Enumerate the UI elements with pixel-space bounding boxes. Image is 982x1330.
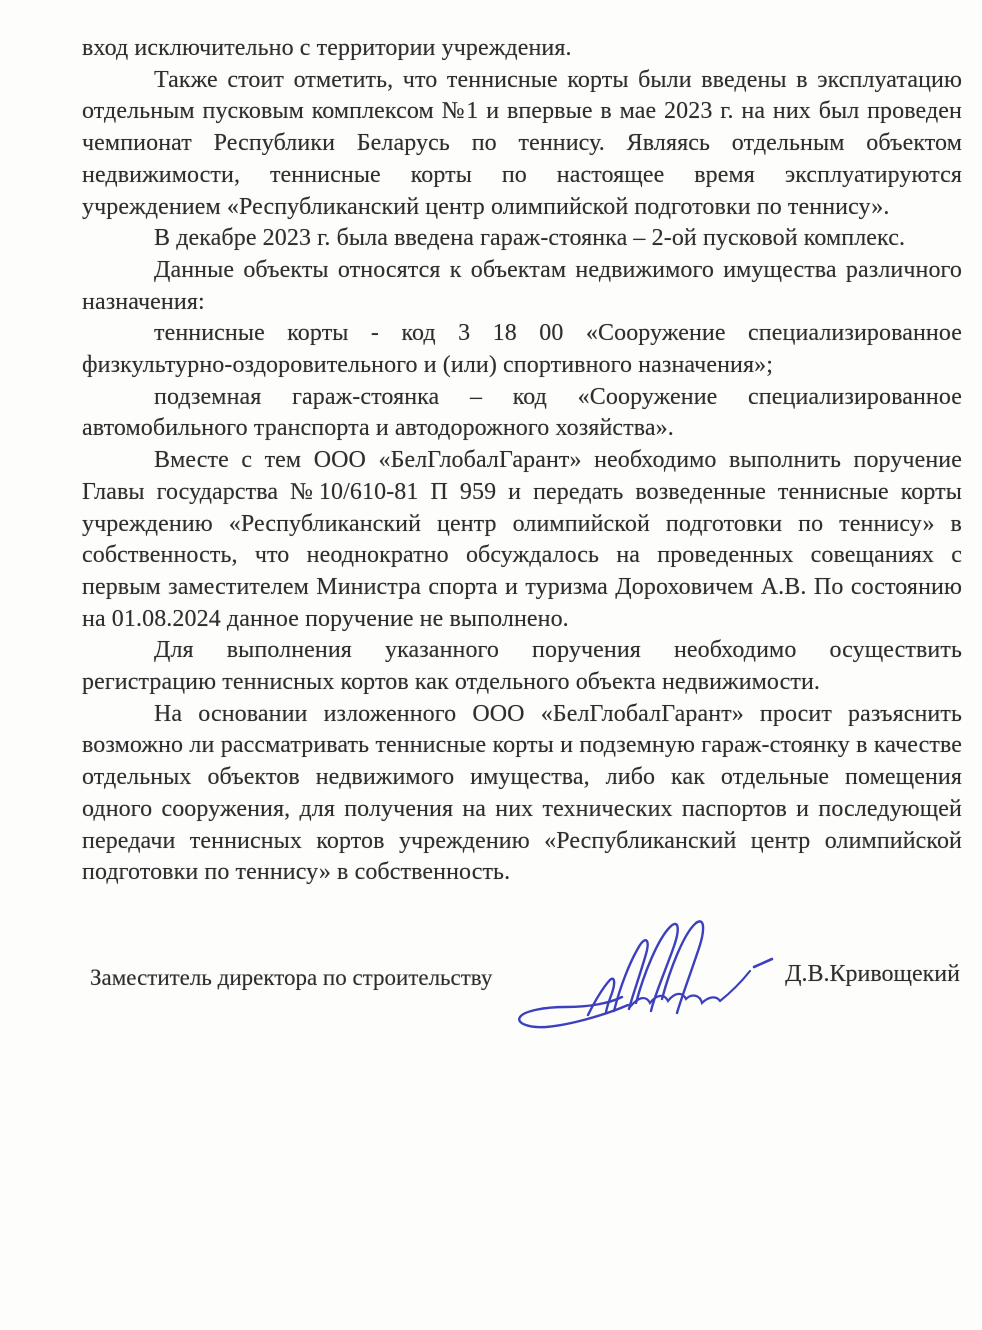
signature-ink bbox=[510, 919, 778, 1031]
signature-block bbox=[82, 927, 962, 1077]
paragraph: На основании изложенного ООО «БелГлобалГарант» просит разъяснить возможно ли рассматривать теннисные корты и подземную гараж-стоянку в качестве отдельных объектов недвижимого имущества, либо как отдельные помещения одного сооружения, для получения на них технических паспортов и последующей передачи теннисных кортов учреждению «Республиканский центр олимпийской подготовки по теннису» в собственность. bbox=[82, 700, 962, 886]
paragraph: Для выполнения указанного поручения необходимо осуществить регистрацию теннисных кортов как отдельного объекта недвижимости. bbox=[82, 637, 962, 696]
signer-role: Заместитель директора по строительству bbox=[90, 964, 493, 990]
paragraph: В декабре 2023 г. была введена гараж-стоянка – 2-ой пусковой комплекс. bbox=[154, 225, 906, 252]
paragraph: Данные объекты относятся к объектам недвижимого имущества различного назначения: bbox=[82, 256, 962, 315]
paragraph: вход исключительно с территории учреждения. bbox=[82, 35, 572, 61]
paragraph: подземная гараж-стоянка – код «Сооружение специализированное автомобильного транспорта и автодорожного хозяйства». bbox=[82, 383, 962, 442]
signer-name: Д.В.Кривощекий bbox=[785, 960, 960, 987]
letter-body bbox=[82, 33, 962, 889]
paragraph: теннисные корты - код 3 18 00 «Сооружение специализированное физкультурно-оздоровительного и (или) спортивного назначения»; bbox=[82, 320, 962, 379]
paragraph: Вместе с тем ООО «БелГлобалГарант» необходимо выполнить поручение Главы государства №10/610-81 П 959 и передать возведенные теннисные корты учреждению «Республиканский центр олимпийской подготовки по теннису» в собственность, что неоднократно обсуждалось на проведенных совещаниях с первым заместителем Министра спорта и туризма Дороховичем А.В. По состоянию на 01.08.2024 данное поручение не выполнено. bbox=[82, 447, 962, 632]
paragraph: Также стоит отметить, что теннисные корты были введены в эксплуатацию отдельным пусковым комплексом №1 и впервые в мае 2023 г. на них был проведен чемпионат Республики Беларусь по теннису. Являясь отдельным объектом недвижимости, теннисные корты по настоящее время эксплуатируются учреждением «Республиканский центр олимпийской подготовки по теннису». bbox=[82, 66, 962, 220]
